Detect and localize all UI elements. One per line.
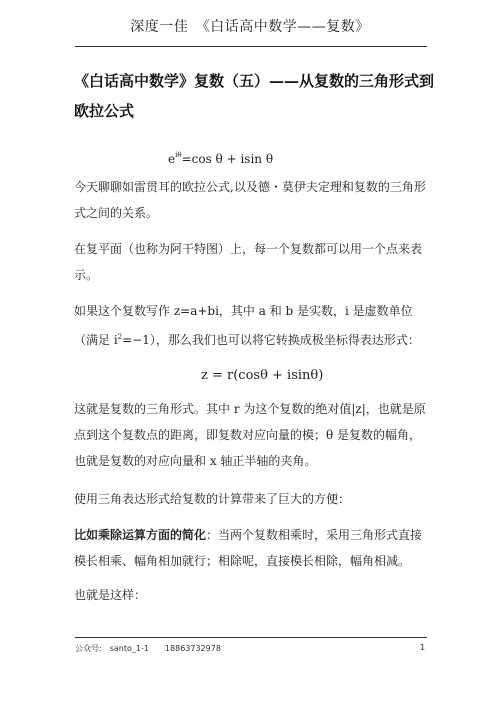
footer-contact: 公众号: santo_1-1 18863732978 <box>75 644 221 653</box>
paragraph-intro: 今天聊聊如雷贯耳的欧拉公式,以及德・莫伊夫定理和复数的三角形式之间的关系。 <box>74 180 426 220</box>
definition-exponent: 2 <box>117 333 123 341</box>
definition-text-b: =−1），那么我们也可以将它转换成极坐标得表达形式： <box>122 333 420 347</box>
trig-form-formula: z = r(cosθ + isinθ) <box>201 368 324 383</box>
paragraph-trig-form: 这就是复数的三角形式。其中 r 为这个复数的绝对值|z|，也就是原点到这个复数点的距离，即复数对应向量的模；θ 是复数的幅角，也就是复数的对应向量和 x 轴正半轴的夹角。 <box>74 402 426 468</box>
euler-formula <box>168 151 273 166</box>
multiplication-highlight: 比如乘除运算方面的简化 <box>74 528 207 542</box>
euler-base: e <box>168 152 176 166</box>
article-title: 《白话高中数学》复数（五）——从复数的三角形式到欧拉公式 <box>74 72 435 120</box>
page-header-title: 深度一佳 《白话高中数学——复数》 <box>130 19 370 35</box>
euler-exponent: iθ <box>175 151 182 159</box>
footer-divider <box>75 637 427 638</box>
definition-text-a: 如果这个复数写作 z=a+bi，其中 a 和 b 是实数，i 是虚数单位（满足 i <box>74 304 413 347</box>
paragraph-like-this: 也就是这样： <box>74 588 147 602</box>
header-divider <box>75 46 427 47</box>
paragraph-multiplication <box>74 522 430 574</box>
paragraph-complex-plane: 在复平面（也称为阿干特图）上，每一个复数都可以用一个点来表示。 <box>74 242 423 282</box>
paragraph-convenience: 使用三角表达形式给复数的计算带来了巨大的方便： <box>74 492 351 506</box>
page-number: 1 <box>420 643 426 652</box>
multiplication-text: ：当两个复数相乘时，采用三角形式直接模长相乘、幅角相加就行；相除呢，直接模长相除，幅角相减。 <box>74 528 423 568</box>
paragraph-definition <box>74 298 430 353</box>
euler-rhs: =cos θ + isin θ <box>181 152 274 166</box>
